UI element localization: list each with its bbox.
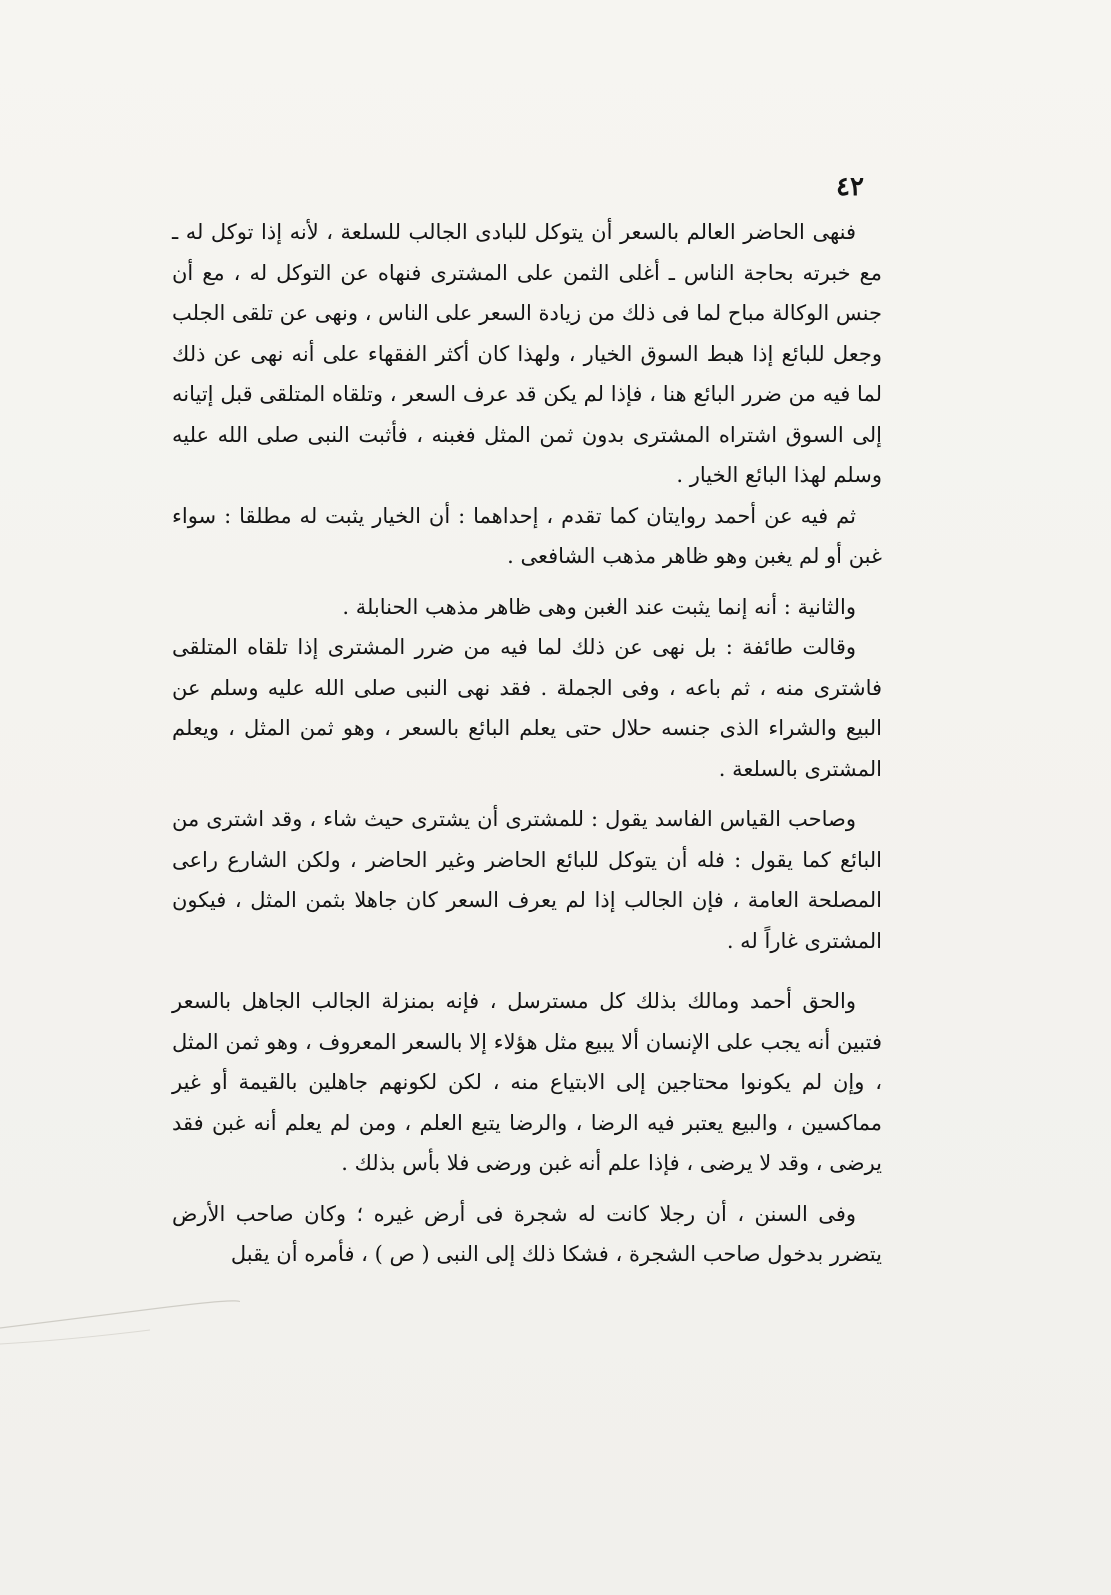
paragraph-3: والثانية : أنه إنما يثبت عند الغبن وهى ظاهر مذهب الحنابلة . bbox=[342, 594, 856, 619]
paragraph-7: وفى السنن ، أن رجلا كانت له شجرة فى أرض غيره ؛ وكان صاحب الأرض يتضرر بدخول صاحب الشجرة ، فشكا ذلك إلى النبى ( ص ) ، فأمره أن يقبل bbox=[172, 1201, 882, 1266]
paragraph-4: وقالت طائفة : بل نهى عن ذلك لما فيه من ضرر المشترى إذا تلقاه المتلقى فاشترى منه ، ثم باعه ، وفى الجملة . فقد نهى النبى صلى الله عليه وسلم عن البيع والشراء الذى جنسه حلال حتى يعلم البائع بالسعر ، وهو ثمن المثل ، ويعلم المشترى بالسلعة . bbox=[172, 635, 882, 781]
paper-crease bbox=[0, 1300, 240, 1360]
paragraph-6: والحق أحمد ومالك بذلك كل مسترسل ، فإنه بمنزلة الجالب الجاهل بالسعر فتبين أنه يجب على الإنسان ألا يبيع مثل هؤلاء إلا بالسعر المعروف ، وهو ثمن المثل ، وإن لم يكونوا محتاجين إلى الابتياع منه ، لكن لكونهم جاهلين بالقيمة أو غير مماكسين ، والبيع يعتبر فيه الرضا ، والرضا يتبع العلم ، ومن لم يعلم أنه غبن فقد يرضى ، وقد لا يرضى ، فإذا علم أنه غبن ورضى فلا بأس بذلك . bbox=[172, 989, 883, 1175]
page-number: ٤٢ bbox=[836, 172, 864, 202]
paragraph-5: وصاحب القياس الفاسد يقول : للمشترى أن يشترى حيث شاء ، وقد اشترى من البائع كما يقول : فله أن يتوكل للبائع الحاضر وغير الحاضر ، ولكن الشارع راعى المصلحة العامة ، فإن الجالب إذا لم يعرف السعر كان جاهلا بثمن المثل ، فيكون المشترى غاراً له . bbox=[172, 807, 882, 953]
paragraph-2: ثم فيه عن أحمد روايتان كما تقدم ، إحداهما : أن الخيار يثبت له مطلقا : سواء غبن أو لم يغبن وهو ظاهر مذهب الشافعى . bbox=[172, 503, 882, 568]
paragraph-1: فنهى الحاضر العالم بالسعر أن يتوكل للبادى الجالب للسلعة ، لأنه إذا توكل له ـ مع خبرته بحاجة الناس ـ أغلى الثمن على المشترى فنهاه عن التوكل له ، مع أن جنس الوكالة مباح لما فى ذلك من زيادة السعر على الناس ، ونهى عن تلقى الجلب وجعل للبائع إذا هبط السوق الخيار ، ولهذا كان أكثر الفقهاء على أنه نهى عن ذلك لما فيه من ضرر البائع هنا ، فإذا لم يكن قد عرف السعر ، وتلقاه المتلقى قبل إتيانه إلى السوق اشتراه المشترى بدون ثمن المثل فغبنه ، فأثبت النبى صلى الله عليه وسلم لهذا البائع الخيار . bbox=[172, 220, 882, 487]
body-text bbox=[172, 212, 882, 1275]
